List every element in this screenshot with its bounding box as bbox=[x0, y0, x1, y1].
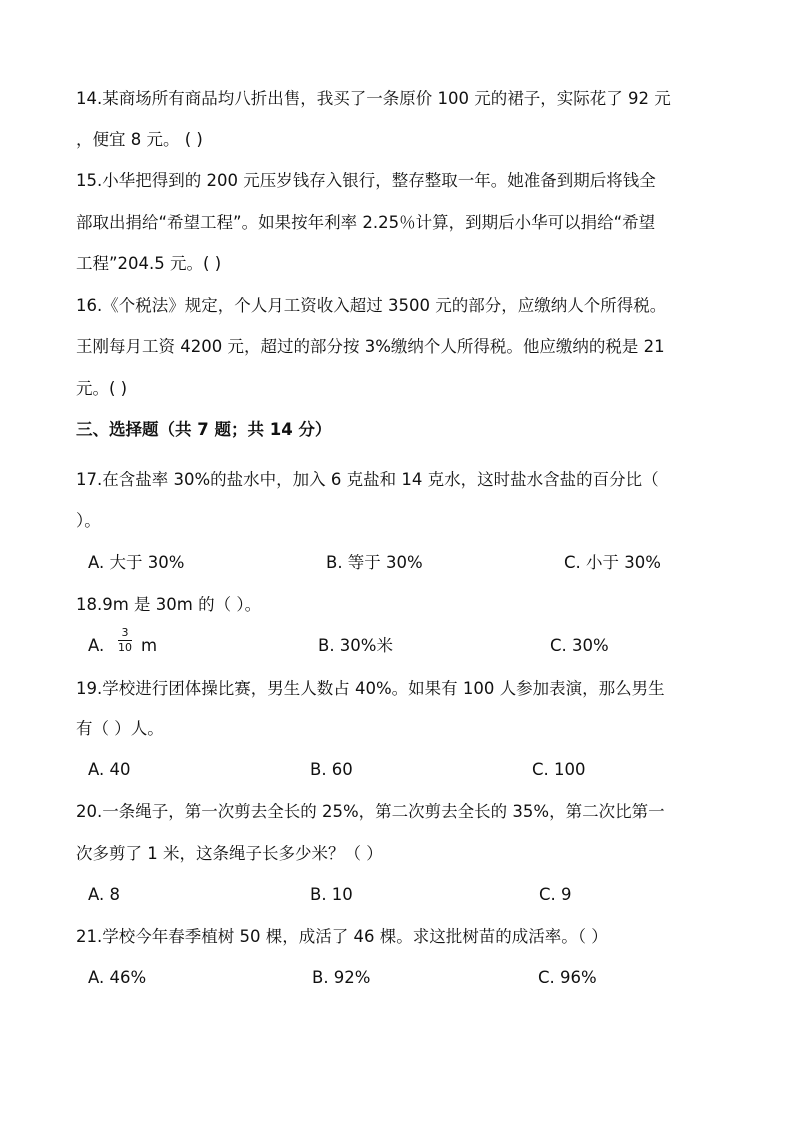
q17-option-c: C. 小于 30% bbox=[564, 553, 661, 572]
q15-line-3: 工程”204.5 元。( ) bbox=[76, 254, 222, 273]
section-3-heading: 三、选择题（共 7 题；共 14 分） bbox=[76, 420, 332, 439]
q19-line-2: 有（ ）人。 bbox=[76, 719, 164, 738]
q15-line-2: 部取出捐给“希望工程”。如果按年利率 2.25％计算，到期后小华可以捐给“希望 bbox=[76, 213, 656, 232]
q20-option-b: B. 10 bbox=[310, 885, 353, 904]
q16-line-2: 王刚每月工资 4200 元，超过的部分按 3%缴纳个人所得税。他应缴纳的税是 21 bbox=[76, 337, 665, 356]
q19-option-a: A. 40 bbox=[88, 760, 131, 779]
q20-option-a: A. 8 bbox=[88, 885, 120, 904]
q14-line-2: ，便宜 8 元。 ( ) bbox=[76, 130, 203, 149]
q21-option-a: A. 46% bbox=[88, 968, 147, 987]
q19-option-b: B. 60 bbox=[310, 760, 353, 779]
q20-line-1: 20.一条绳子，第一次剪去全长的 25%，第二次剪去全长的 35%，第二次比第一 bbox=[76, 802, 665, 821]
q18-option-b: B. 30%米 bbox=[318, 636, 393, 655]
q18-option-a-fraction bbox=[118, 627, 132, 654]
fraction-denominator: 10 bbox=[118, 641, 132, 654]
q18-option-a-prefix: A. bbox=[88, 636, 105, 655]
q21-option-c: C. 96% bbox=[538, 968, 597, 987]
q18-line-1: 18.9m 是 30m 的（ ）。 bbox=[76, 595, 262, 614]
q19-option-c: C. 100 bbox=[532, 760, 586, 779]
q20-line-2: 次多剪了 1 米，这条绳子长多少米？（ ） bbox=[76, 844, 383, 863]
q17-line-1: 17.在含盐率 30%的盐水中，加入 6 克盐和 14 克水，这时盐水含盐的百分比（ bbox=[76, 470, 659, 489]
q16-line-1: 16.《个税法》规定，个人月工资收入超过 3500 元的部分，应缴纳人个所得税。 bbox=[76, 296, 667, 315]
q21-line-1: 21.学校今年春季植树 50 棵，成活了 46 棵。求这批树苗的成活率。（ ） bbox=[76, 927, 608, 946]
fraction-numerator: 3 bbox=[121, 626, 129, 639]
q16-line-3: 元。( ) bbox=[76, 379, 128, 398]
q20-option-c: C. 9 bbox=[539, 885, 572, 904]
q15-line-1: 15.小华把得到的 200 元压岁钱存入银行，整存整取一年。她准备到期后将钱全 bbox=[76, 171, 656, 190]
q19-line-1: 19.学校进行团体操比赛，男生人数占 40%。如果有 100 人参加表演，那么男生 bbox=[76, 679, 665, 698]
q17-option-b: B. 等于 30% bbox=[326, 553, 423, 572]
q17-line-2: ）。 bbox=[76, 511, 101, 530]
q18-option-c: C. 30% bbox=[550, 636, 609, 655]
q14-line-1: 14.某商场所有商品均八折出售，我买了一条原价 100 元的裙子，实际花了 92 元 bbox=[76, 89, 671, 108]
q17-option-a: A. 大于 30% bbox=[88, 553, 185, 572]
q18-option-a-unit: m bbox=[141, 636, 158, 655]
q21-option-b: B. 92% bbox=[312, 968, 371, 987]
